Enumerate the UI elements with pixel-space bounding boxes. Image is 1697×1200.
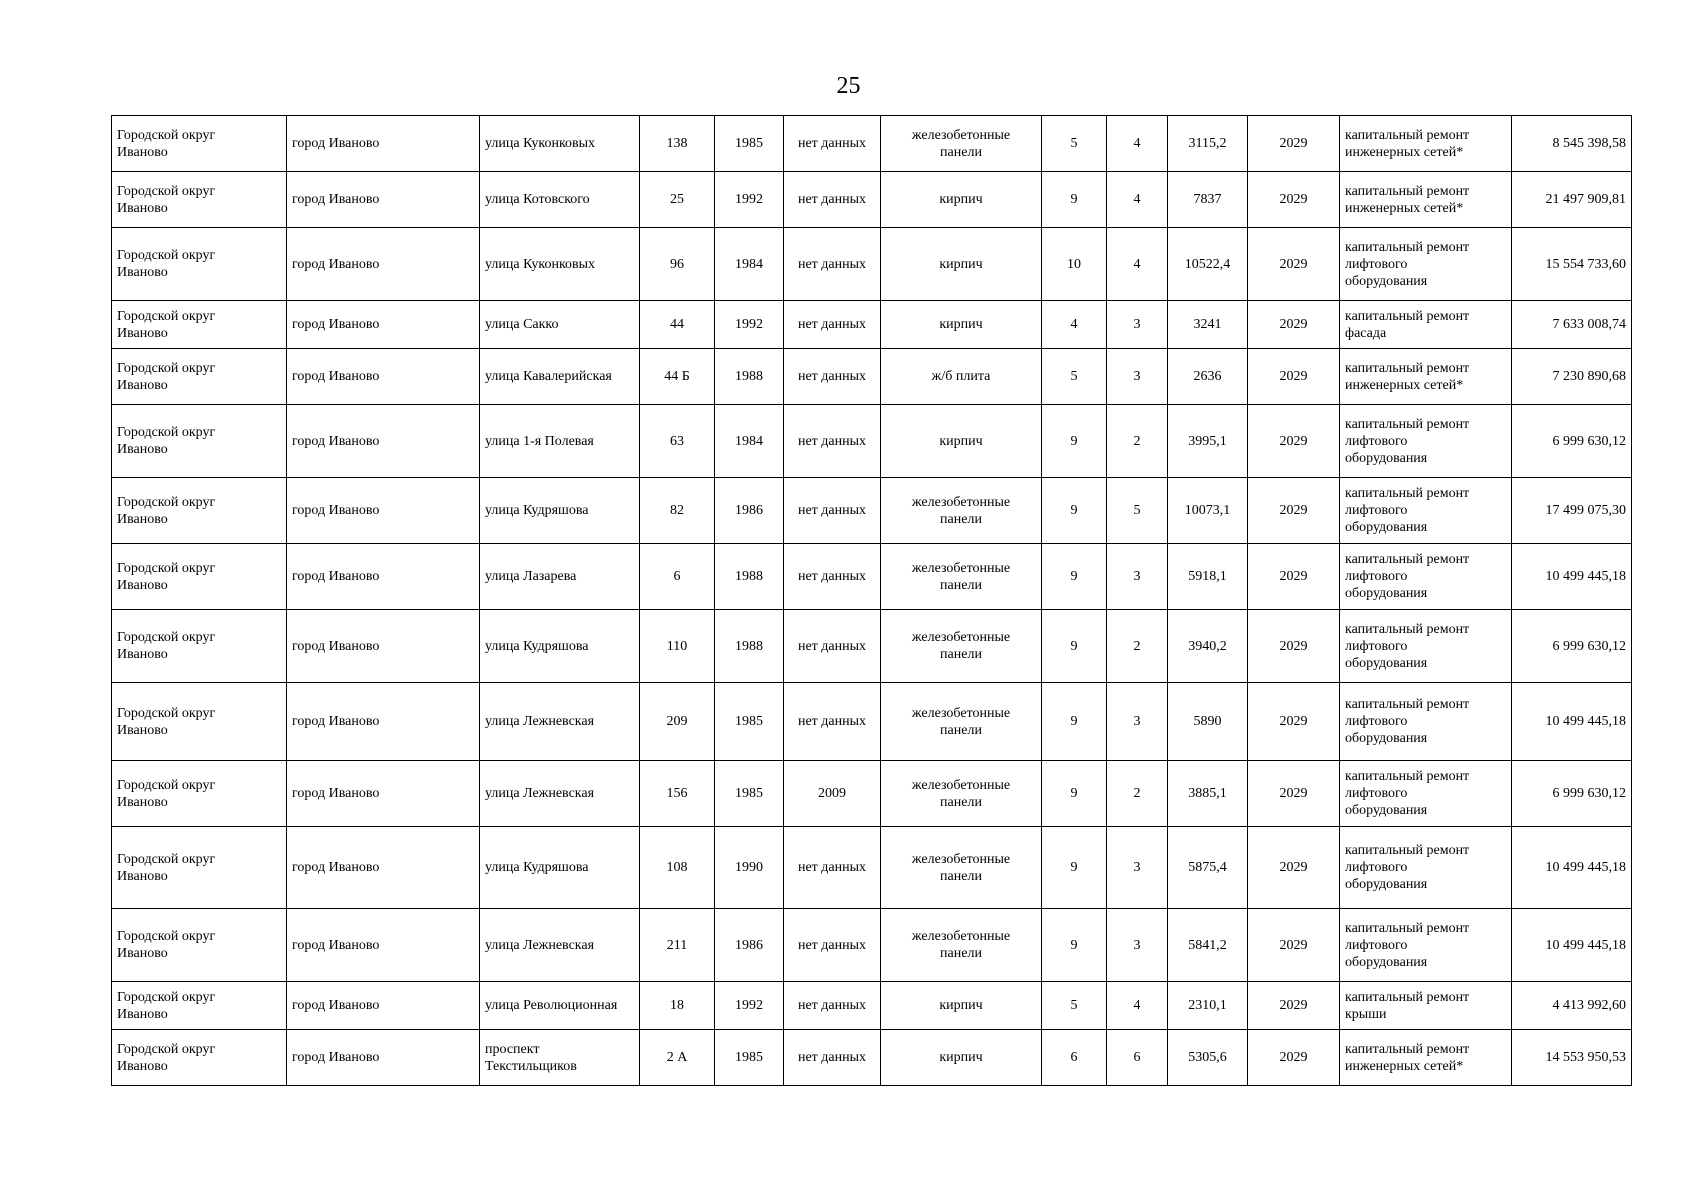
cost-cell: 6 999 630,12 (1512, 405, 1632, 478)
table-body (112, 116, 1632, 1086)
entrances-cell: 3 (1107, 909, 1168, 982)
street-cell: улица Сакко (480, 301, 640, 349)
street-cell: улица Кудряшова (480, 478, 640, 544)
wall-material-cell: кирпич (881, 228, 1042, 301)
entrances-cell: 2 (1107, 761, 1168, 827)
cost-cell: 17 499 075,30 (1512, 478, 1632, 544)
city-cell: город Иваново (287, 827, 480, 909)
entrances-cell: 4 (1107, 228, 1168, 301)
year-built-cell: 1986 (715, 909, 784, 982)
house-number-cell: 44 (640, 301, 715, 349)
year-built-cell: 1985 (715, 761, 784, 827)
year-built-cell: 1992 (715, 301, 784, 349)
street-cell: улица Лежневская (480, 761, 640, 827)
table-row (112, 610, 1632, 683)
year-overhaul-cell: нет данных (784, 827, 881, 909)
year-overhaul-cell: нет данных (784, 301, 881, 349)
district-cell: Городской округ Иваново (112, 405, 287, 478)
plan-year-cell: 2029 (1248, 683, 1340, 761)
work-type-cell: капитальный ремонт лифтового оборудования (1340, 478, 1512, 544)
city-cell: город Иваново (287, 683, 480, 761)
wall-material-cell: кирпич (881, 172, 1042, 228)
street-cell: улица Куконковых (480, 228, 640, 301)
district-cell: Городской округ Иваново (112, 172, 287, 228)
cost-cell: 21 497 909,81 (1512, 172, 1632, 228)
house-number-cell: 18 (640, 982, 715, 1030)
floors-cell: 9 (1042, 761, 1107, 827)
district-cell: Городской округ Иваново (112, 982, 287, 1030)
area-cell: 3995,1 (1168, 405, 1248, 478)
wall-material-cell: железобетонные панели (881, 116, 1042, 172)
year-overhaul-cell: нет данных (784, 544, 881, 610)
housing-registry-table (111, 115, 1632, 1086)
year-overhaul-cell: нет данных (784, 610, 881, 683)
city-cell: город Иваново (287, 172, 480, 228)
floors-cell: 9 (1042, 683, 1107, 761)
floors-cell: 9 (1042, 172, 1107, 228)
area-cell: 5890 (1168, 683, 1248, 761)
cost-cell: 7 633 008,74 (1512, 301, 1632, 349)
year-overhaul-cell: нет данных (784, 982, 881, 1030)
work-type-cell: капитальный ремонт лифтового оборудования (1340, 827, 1512, 909)
house-number-cell: 138 (640, 116, 715, 172)
table-row (112, 909, 1632, 982)
wall-material-cell: железобетонные панели (881, 610, 1042, 683)
house-number-cell: 6 (640, 544, 715, 610)
cost-cell: 10 499 445,18 (1512, 827, 1632, 909)
cost-cell: 10 499 445,18 (1512, 909, 1632, 982)
table-row (112, 761, 1632, 827)
wall-material-cell: железобетонные панели (881, 761, 1042, 827)
street-cell: улица Кавалерийская (480, 349, 640, 405)
year-built-cell: 1988 (715, 544, 784, 610)
wall-material-cell: кирпич (881, 301, 1042, 349)
city-cell: город Иваново (287, 544, 480, 610)
year-built-cell: 1990 (715, 827, 784, 909)
floors-cell: 5 (1042, 349, 1107, 405)
area-cell: 5918,1 (1168, 544, 1248, 610)
cost-cell: 8 545 398,58 (1512, 116, 1632, 172)
cost-cell: 6 999 630,12 (1512, 610, 1632, 683)
floors-cell: 9 (1042, 478, 1107, 544)
house-number-cell: 209 (640, 683, 715, 761)
house-number-cell: 211 (640, 909, 715, 982)
work-type-cell: капитальный ремонт лифтового оборудования (1340, 683, 1512, 761)
plan-year-cell: 2029 (1248, 478, 1340, 544)
year-built-cell: 1985 (715, 116, 784, 172)
table-row (112, 228, 1632, 301)
table-row (112, 683, 1632, 761)
year-overhaul-cell: нет данных (784, 349, 881, 405)
plan-year-cell: 2029 (1248, 544, 1340, 610)
entrances-cell: 4 (1107, 982, 1168, 1030)
area-cell: 2310,1 (1168, 982, 1248, 1030)
city-cell: город Иваново (287, 349, 480, 405)
floors-cell: 6 (1042, 1030, 1107, 1086)
floors-cell: 5 (1042, 116, 1107, 172)
work-type-cell: капитальный ремонт инженерных сетей* (1340, 116, 1512, 172)
cost-cell: 10 499 445,18 (1512, 683, 1632, 761)
work-type-cell: капитальный ремонт лифтового оборудования (1340, 761, 1512, 827)
plan-year-cell: 2029 (1248, 405, 1340, 478)
work-type-cell: капитальный ремонт лифтового оборудования (1340, 909, 1512, 982)
floors-cell: 9 (1042, 405, 1107, 478)
work-type-cell: капитальный ремонт крыши (1340, 982, 1512, 1030)
area-cell: 5875,4 (1168, 827, 1248, 909)
work-type-cell: капитальный ремонт инженерных сетей* (1340, 349, 1512, 405)
house-number-cell: 63 (640, 405, 715, 478)
floors-cell: 9 (1042, 544, 1107, 610)
work-type-cell: капитальный ремонт лифтового оборудования (1340, 228, 1512, 301)
table-row (112, 405, 1632, 478)
street-cell: улица Куконковых (480, 116, 640, 172)
city-cell: город Иваново (287, 761, 480, 827)
street-cell: проспект Текстильщиков (480, 1030, 640, 1086)
floors-cell: 4 (1042, 301, 1107, 349)
floors-cell: 10 (1042, 228, 1107, 301)
entrances-cell: 4 (1107, 116, 1168, 172)
plan-year-cell: 2029 (1248, 301, 1340, 349)
year-built-cell: 1984 (715, 228, 784, 301)
area-cell: 3115,2 (1168, 116, 1248, 172)
wall-material-cell: кирпич (881, 405, 1042, 478)
entrances-cell: 3 (1107, 349, 1168, 405)
house-number-cell: 110 (640, 610, 715, 683)
floors-cell: 9 (1042, 827, 1107, 909)
cost-cell: 6 999 630,12 (1512, 761, 1632, 827)
year-built-cell: 1985 (715, 683, 784, 761)
street-cell: улица Кудряшова (480, 610, 640, 683)
year-built-cell: 1988 (715, 610, 784, 683)
area-cell: 10073,1 (1168, 478, 1248, 544)
district-cell: Городской округ Иваново (112, 610, 287, 683)
table-row (112, 478, 1632, 544)
district-cell: Городской округ Иваново (112, 683, 287, 761)
entrances-cell: 3 (1107, 827, 1168, 909)
area-cell: 3940,2 (1168, 610, 1248, 683)
cost-cell: 14 553 950,53 (1512, 1030, 1632, 1086)
wall-material-cell: железобетонные панели (881, 544, 1042, 610)
district-cell: Городской округ Иваново (112, 301, 287, 349)
entrances-cell: 6 (1107, 1030, 1168, 1086)
city-cell: город Иваново (287, 301, 480, 349)
table-row (112, 827, 1632, 909)
street-cell: улица Лазарева (480, 544, 640, 610)
city-cell: город Иваново (287, 228, 480, 301)
table-row (112, 544, 1632, 610)
year-overhaul-cell: нет данных (784, 228, 881, 301)
house-number-cell: 2 А (640, 1030, 715, 1086)
cost-cell: 7 230 890,68 (1512, 349, 1632, 405)
wall-material-cell: ж/б плита (881, 349, 1042, 405)
plan-year-cell: 2029 (1248, 827, 1340, 909)
district-cell: Городской округ Иваново (112, 478, 287, 544)
house-number-cell: 25 (640, 172, 715, 228)
entrances-cell: 4 (1107, 172, 1168, 228)
plan-year-cell: 2029 (1248, 116, 1340, 172)
house-number-cell: 156 (640, 761, 715, 827)
district-cell: Городской округ Иваново (112, 827, 287, 909)
work-type-cell: капитальный ремонт инженерных сетей* (1340, 172, 1512, 228)
year-overhaul-cell: нет данных (784, 116, 881, 172)
area-cell: 10522,4 (1168, 228, 1248, 301)
area-cell: 7837 (1168, 172, 1248, 228)
table-row (112, 172, 1632, 228)
street-cell: улица 1-я Полевая (480, 405, 640, 478)
city-cell: город Иваново (287, 116, 480, 172)
entrances-cell: 3 (1107, 683, 1168, 761)
house-number-cell: 82 (640, 478, 715, 544)
street-cell: улица Кудряшова (480, 827, 640, 909)
district-cell: Городской округ Иваново (112, 761, 287, 827)
work-type-cell: капитальный ремонт инженерных сетей* (1340, 1030, 1512, 1086)
area-cell: 5305,6 (1168, 1030, 1248, 1086)
floors-cell: 5 (1042, 982, 1107, 1030)
street-cell: улица Лежневская (480, 909, 640, 982)
year-built-cell: 1988 (715, 349, 784, 405)
entrances-cell: 2 (1107, 405, 1168, 478)
district-cell: Городской округ Иваново (112, 349, 287, 405)
year-overhaul-cell: нет данных (784, 1030, 881, 1086)
floors-cell: 9 (1042, 909, 1107, 982)
table-row (112, 982, 1632, 1030)
work-type-cell: капитальный ремонт лифтового оборудования (1340, 610, 1512, 683)
district-cell: Городской округ Иваново (112, 116, 287, 172)
plan-year-cell: 2029 (1248, 1030, 1340, 1086)
city-cell: город Иваново (287, 909, 480, 982)
year-built-cell: 1985 (715, 1030, 784, 1086)
year-overhaul-cell: нет данных (784, 478, 881, 544)
table-row (112, 349, 1632, 405)
wall-material-cell: кирпич (881, 1030, 1042, 1086)
city-cell: город Иваново (287, 405, 480, 478)
table-row (112, 116, 1632, 172)
street-cell: улица Котовского (480, 172, 640, 228)
area-cell: 3885,1 (1168, 761, 1248, 827)
page-number: 25 (836, 73, 861, 99)
year-built-cell: 1992 (715, 172, 784, 228)
year-overhaul-cell: нет данных (784, 172, 881, 228)
city-cell: город Иваново (287, 610, 480, 683)
city-cell: город Иваново (287, 1030, 480, 1086)
wall-material-cell: кирпич (881, 982, 1042, 1030)
cost-cell: 15 554 733,60 (1512, 228, 1632, 301)
district-cell: Городской округ Иваново (112, 1030, 287, 1086)
wall-material-cell: железобетонные панели (881, 478, 1042, 544)
year-overhaul-cell: нет данных (784, 405, 881, 478)
work-type-cell: капитальный ремонт лифтового оборудования (1340, 544, 1512, 610)
street-cell: улица Революционная (480, 982, 640, 1030)
year-overhaul-cell: нет данных (784, 683, 881, 761)
year-overhaul-cell: 2009 (784, 761, 881, 827)
year-built-cell: 1984 (715, 405, 784, 478)
year-overhaul-cell: нет данных (784, 909, 881, 982)
entrances-cell: 5 (1107, 478, 1168, 544)
street-cell: улица Лежневская (480, 683, 640, 761)
plan-year-cell: 2029 (1248, 349, 1340, 405)
plan-year-cell: 2029 (1248, 610, 1340, 683)
city-cell: город Иваново (287, 478, 480, 544)
area-cell: 3241 (1168, 301, 1248, 349)
cost-cell: 4 413 992,60 (1512, 982, 1632, 1030)
plan-year-cell: 2029 (1248, 982, 1340, 1030)
wall-material-cell: железобетонные панели (881, 683, 1042, 761)
entrances-cell: 3 (1107, 301, 1168, 349)
district-cell: Городской округ Иваново (112, 544, 287, 610)
plan-year-cell: 2029 (1248, 761, 1340, 827)
wall-material-cell: железобетонные панели (881, 827, 1042, 909)
entrances-cell: 2 (1107, 610, 1168, 683)
house-number-cell: 108 (640, 827, 715, 909)
entrances-cell: 3 (1107, 544, 1168, 610)
district-cell: Городской округ Иваново (112, 228, 287, 301)
cost-cell: 10 499 445,18 (1512, 544, 1632, 610)
work-type-cell: капитальный ремонт фасада (1340, 301, 1512, 349)
district-cell: Городской округ Иваново (112, 909, 287, 982)
year-built-cell: 1986 (715, 478, 784, 544)
house-number-cell: 96 (640, 228, 715, 301)
floors-cell: 9 (1042, 610, 1107, 683)
work-type-cell: капитальный ремонт лифтового оборудования (1340, 405, 1512, 478)
plan-year-cell: 2029 (1248, 172, 1340, 228)
plan-year-cell: 2029 (1248, 228, 1340, 301)
area-cell: 5841,2 (1168, 909, 1248, 982)
plan-year-cell: 2029 (1248, 909, 1340, 982)
table-row (112, 1030, 1632, 1086)
area-cell: 2636 (1168, 349, 1248, 405)
house-number-cell: 44 Б (640, 349, 715, 405)
city-cell: город Иваново (287, 982, 480, 1030)
table-row (112, 301, 1632, 349)
year-built-cell: 1992 (715, 982, 784, 1030)
wall-material-cell: железобетонные панели (881, 909, 1042, 982)
